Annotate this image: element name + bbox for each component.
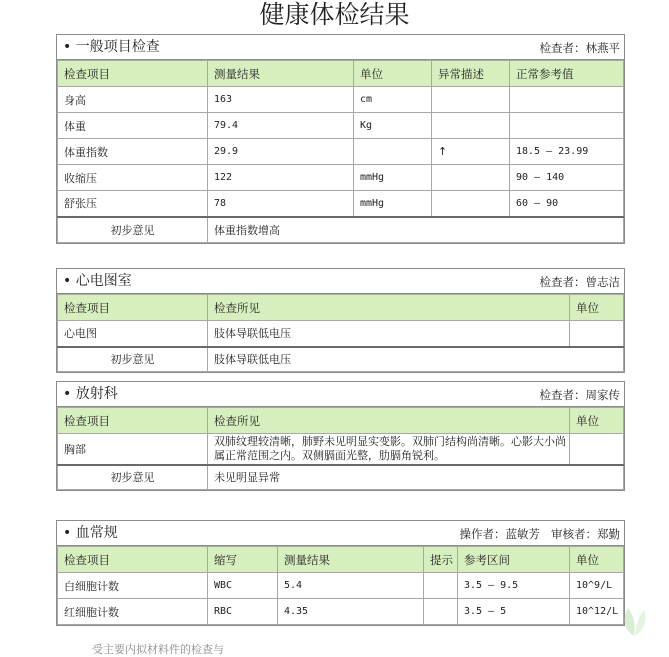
column-header: 异常描述 bbox=[432, 61, 510, 87]
section-header bbox=[57, 521, 624, 546]
unit-cell: mmHg bbox=[354, 191, 432, 217]
item-cell: 身高 bbox=[58, 87, 208, 113]
leaf-watermark-icon bbox=[618, 602, 650, 638]
section-title: • 一般项目检查 bbox=[63, 39, 160, 55]
table-header-row bbox=[58, 295, 624, 321]
operator-reviewer bbox=[460, 526, 620, 542]
ecg-table bbox=[57, 294, 624, 372]
unit-cell bbox=[570, 321, 624, 347]
abnormal-cell bbox=[432, 87, 510, 113]
column-header: 检查项目 bbox=[58, 408, 208, 434]
item-cell: 红细胞计数 bbox=[58, 599, 208, 625]
column-header: 参考区间 bbox=[458, 547, 570, 573]
table-row bbox=[58, 87, 624, 113]
item-cell: 体重 bbox=[58, 113, 208, 139]
abbr-cell: RBC bbox=[208, 599, 278, 625]
section-title: • 放射科 bbox=[63, 386, 118, 402]
abnormal-cell: ↑ bbox=[432, 139, 510, 165]
unit-cell: Kg bbox=[354, 113, 432, 139]
column-header: 缩写 bbox=[208, 547, 278, 573]
blood-routine-section bbox=[56, 520, 625, 626]
item-cell: 体重指数 bbox=[58, 139, 208, 165]
table-header-row bbox=[58, 547, 624, 573]
column-header: 单位 bbox=[570, 547, 624, 573]
section-header bbox=[57, 269, 624, 294]
blood-routine-table bbox=[57, 546, 624, 625]
reference-cell: 90 — 140 bbox=[510, 165, 624, 191]
opinion-row bbox=[58, 347, 624, 372]
general-exam-table bbox=[57, 60, 624, 243]
page-title: 健康体检结果 bbox=[259, 0, 410, 29]
unit-cell: 10^12/L bbox=[570, 599, 624, 625]
result-cell: 5.4 bbox=[278, 573, 424, 599]
table-header-row bbox=[58, 408, 624, 434]
opinion-label: 初步意见 bbox=[58, 217, 208, 243]
radiology-table bbox=[57, 407, 624, 490]
examiner: 检查者：林燕平 bbox=[539, 41, 620, 55]
column-header: 检查项目 bbox=[58, 547, 208, 573]
result-cell: 79.4 bbox=[208, 113, 354, 139]
result-cell: 122 bbox=[208, 165, 354, 191]
column-header: 检查项目 bbox=[58, 61, 208, 87]
section-header bbox=[57, 382, 624, 407]
abnormal-cell bbox=[432, 165, 510, 191]
section-title: • 血常规 bbox=[63, 525, 118, 541]
general-exam-section bbox=[56, 34, 625, 244]
item-cell: 收缩压 bbox=[58, 165, 208, 191]
reference-cell: 3.5 — 5 bbox=[458, 599, 570, 625]
reference-cell: 18.5 — 23.99 bbox=[510, 139, 624, 165]
opinion-value: 体重指数增高 bbox=[208, 217, 624, 243]
reference-cell bbox=[510, 113, 624, 139]
table-row bbox=[58, 113, 624, 139]
item-cell: 舒张压 bbox=[58, 191, 208, 217]
ecg-section bbox=[56, 268, 625, 373]
operator: 操作者：蓝敏芳 bbox=[459, 527, 541, 541]
hint-cell bbox=[424, 599, 458, 625]
column-header: 测量结果 bbox=[278, 547, 424, 573]
examiner: 检查者：周家传 bbox=[539, 388, 620, 402]
column-header: 单位 bbox=[570, 408, 624, 434]
table-row bbox=[58, 599, 624, 625]
finding-cell: 肢体导联低电压 bbox=[208, 321, 570, 347]
radiology-section bbox=[56, 381, 625, 491]
result-cell: 163 bbox=[208, 87, 354, 113]
column-header: 检查所见 bbox=[208, 408, 570, 434]
table-header-row bbox=[58, 61, 624, 87]
column-header: 检查所见 bbox=[208, 295, 570, 321]
unit-cell bbox=[570, 434, 624, 465]
column-header: 单位 bbox=[570, 295, 624, 321]
reviewer: 审核者：郑勤 bbox=[551, 527, 620, 541]
item-cell: 心电图 bbox=[58, 321, 208, 347]
opinion-label: 初步意见 bbox=[58, 347, 208, 372]
abnormal-cell bbox=[432, 113, 510, 139]
table-row bbox=[58, 139, 624, 165]
examiner: 检查者：曾志洁 bbox=[539, 275, 620, 289]
item-cell: 胸部 bbox=[58, 434, 208, 465]
abnormal-cell bbox=[432, 191, 510, 217]
reference-cell: 60 — 90 bbox=[510, 191, 624, 217]
reference-cell: 3.5 — 9.5 bbox=[458, 573, 570, 599]
table-row bbox=[58, 191, 624, 217]
finding-cell: 双肺纹理较清晰，肺野未见明显实变影。双肺门结构尚清晰。心影大小尚属正常范围之内。双侧膈面光整，肋膈角锐利。 bbox=[208, 434, 570, 465]
abbr-cell: WBC bbox=[208, 573, 278, 599]
unit-cell: 10^9/L bbox=[570, 573, 624, 599]
opinion-row bbox=[58, 465, 624, 490]
column-header: 正常参考值 bbox=[510, 61, 624, 87]
section-title: • 心电图室 bbox=[63, 273, 132, 289]
result-cell: 29.9 bbox=[208, 139, 354, 165]
section-header bbox=[57, 35, 624, 60]
table-row bbox=[58, 321, 624, 347]
column-header: 提示 bbox=[424, 547, 458, 573]
column-header: 检查项目 bbox=[58, 295, 208, 321]
unit-cell: cm bbox=[354, 87, 432, 113]
bottom-text: 受主要内拟材料件的检查与 bbox=[92, 643, 224, 656]
result-cell: 78 bbox=[208, 191, 354, 217]
item-cell: 白细胞计数 bbox=[58, 573, 208, 599]
column-header: 单位 bbox=[354, 61, 432, 87]
unit-cell bbox=[354, 139, 432, 165]
column-header: 测量结果 bbox=[208, 61, 354, 87]
opinion-label: 初步意见 bbox=[58, 465, 208, 490]
opinion-value: 肢体导联低电压 bbox=[208, 347, 624, 372]
result-cell: 4.35 bbox=[278, 599, 424, 625]
opinion-value: 未见明显异常 bbox=[208, 465, 624, 490]
hint-cell bbox=[424, 573, 458, 599]
table-row bbox=[58, 165, 624, 191]
unit-cell: mmHg bbox=[354, 165, 432, 191]
opinion-row bbox=[58, 217, 624, 243]
table-row bbox=[58, 434, 624, 465]
reference-cell bbox=[510, 87, 624, 113]
table-row bbox=[58, 573, 624, 599]
